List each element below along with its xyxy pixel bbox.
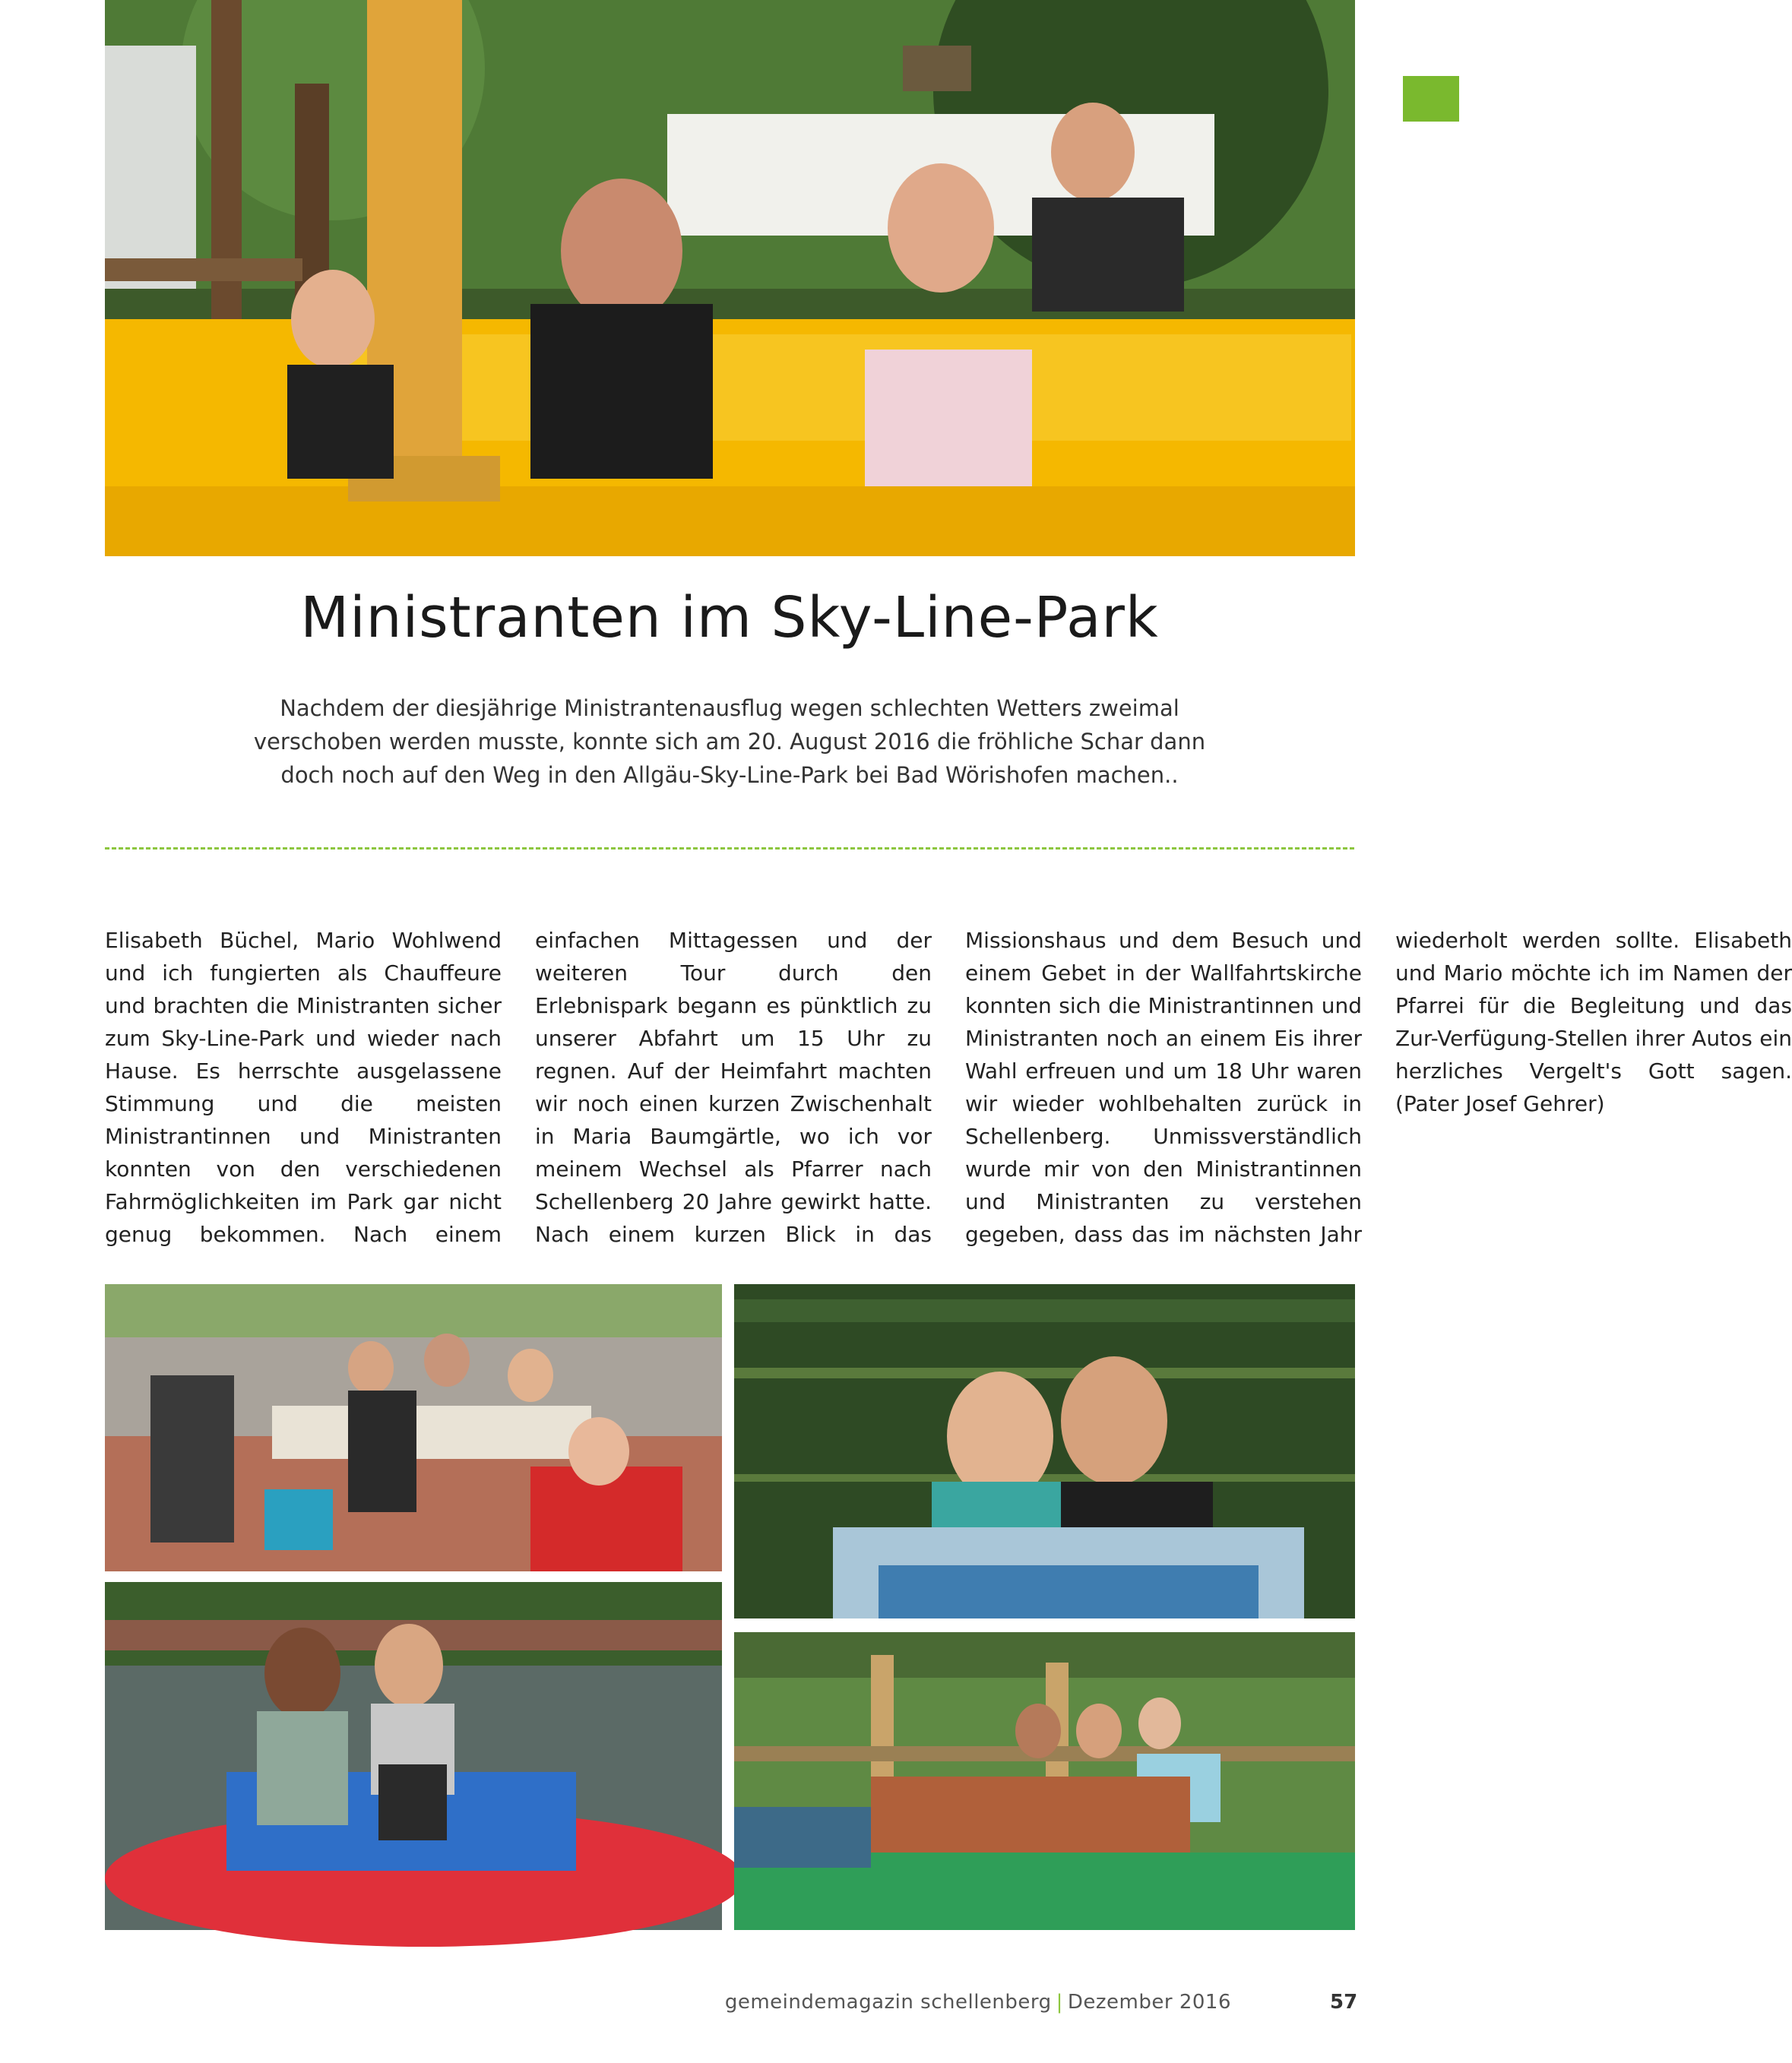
section-color-tab: [1403, 76, 1459, 122]
photo-log-flume: [734, 1632, 1355, 1930]
article-body: Elisabeth Büchel, Mario Wohlwend und ich fungierten als Chauffeure und brachten die Ministranten sicher zum Sky-Line-Park und wieder nach Hause. Es herrschte ausgelassene Stimmung und die meisten Ministrantinnen und Ministranten konnten von den verschiedenen Fahrmöglichkeiten im Park gar nicht genug bekommen. Nach einem einfachen Mittagessen und der weiteren Tour durch den Erlebnispark begann es pünktlich zu unserer Abfahrt um 15 Uhr zu regnen. Auf der Heimfahrt machten wir noch einen kurzen Zwischenhalt in Maria Baumgärtle, wo ich vor meinem Wechsel als Pfarrer nach Schellenberg 20 Jahre gewirkt hatte. Nach einem kurzen Blick in das Missionshaus und dem Besuch und einem Gebet in der Wallfahrtskirche konnten sich die Ministrantinnen und Ministranten noch an einem Eis ihrer Wahl erfreuen und um 18 Uhr waren wir wieder wohlbehalten zurück in Schellenberg. Unmissverständlich wurde mir von den Ministrantinnen und Ministranten zu verstehen gegeben, dass das im nächsten Jahr wiederholt werden sollte. Elisabeth und Mario möchte ich im Namen der Pfarrei für die Begleitung und das Zur-Verfügung-Stellen ihrer Autos ein herzliches Vergelt's Gott sagen. (Pater Josef Gehrer): [105, 928, 1792, 1247]
footer-magazine-info: [725, 1991, 1231, 2014]
footer-separator: |: [1056, 1991, 1063, 2014]
dashed-divider: [105, 847, 1354, 850]
article-title: Ministranten im Sky-Line-Park: [300, 585, 1159, 650]
article-lead: Nachdem der diesjährige Ministrantenausflug wegen schlechten Wetters zweimal verschoben werden musste, konnte sich am 20. August 2016 die fröhliche Schar dann doch noch auf den Weg in den Allgäu-Sky-Line-Park bei Bad Wörishofen machen..: [253, 695, 1206, 788]
hero-photo: [105, 0, 1355, 556]
footer-issue: Dezember 2016: [1067, 1991, 1231, 2014]
page-number: 57: [1330, 1991, 1358, 2014]
photo-bumper-boat: [105, 1582, 722, 1930]
page-footer: [0, 1991, 1459, 2021]
footer-magazine-name: gemeindemagazin schellenberg: [724, 1991, 1052, 2014]
photo-group-lunch: [105, 1284, 722, 1571]
photo-two-boys: [734, 1284, 1355, 1618]
